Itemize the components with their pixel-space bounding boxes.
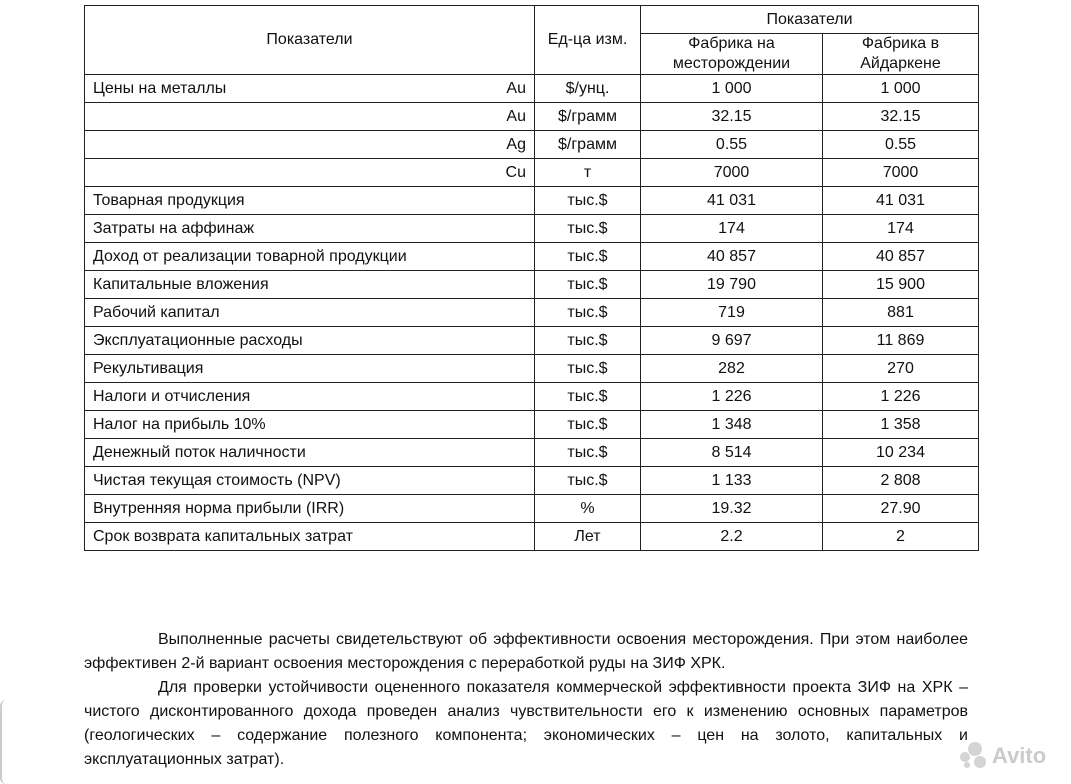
row-value-aidarken-plant: 270 (823, 355, 979, 383)
row-value-aidarken-plant: 174 (823, 215, 979, 243)
row-label-cell (85, 411, 535, 439)
header-col-aidarken-plant: Фабрика в Айдаркене (823, 34, 979, 75)
row-unit: тыс.$ (535, 439, 641, 467)
paragraph: Для проверки устойчивости оцененного показателя коммерческой эффективности проекта ЗИФ на ХРК – чистого дисконтированного дохода проведен анализ чувствительности его к изменению основных параметров (геологических – содержание полезного компонента; экономических – цен на золото, капитальных и эксплуатационных затрат). (84, 679, 968, 768)
table-row (85, 243, 979, 271)
row-label: Денежный поток наличности (93, 443, 306, 461)
row-value-aidarken-plant: 2 (823, 523, 979, 551)
row-value-field-plant: 19 790 (641, 271, 823, 299)
row-value-aidarken-plant: 0.55 (823, 131, 979, 159)
row-label: Капитальные вложения (93, 275, 269, 293)
header-group: Показатели (641, 6, 979, 34)
row-value-field-plant: 0.55 (641, 131, 823, 159)
row-unit: тыс.$ (535, 215, 641, 243)
avito-watermark (960, 738, 1060, 774)
row-label: Внутренняя норма прибыли (IRR) (93, 499, 345, 517)
indicators-table (84, 5, 979, 551)
table-row (85, 187, 979, 215)
row-unit: тыс.$ (535, 243, 641, 271)
row-unit: тыс.$ (535, 411, 641, 439)
table-row (85, 159, 979, 187)
row-unit: $/грамм (535, 103, 641, 131)
row-unit: $/грамм (535, 131, 641, 159)
row-label: Чистая текущая стоимость (NPV) (93, 471, 341, 489)
row-unit: тыс.$ (535, 299, 641, 327)
header-col-field-plant: Фабрика на месторождении (641, 34, 823, 75)
avito-logo-icon (960, 742, 988, 770)
row-label-cell (85, 467, 535, 495)
row-label: Цены на металлы (93, 79, 227, 97)
table-row (85, 327, 979, 355)
page-edge-mark (0, 700, 10, 784)
row-element-symbol: Ag (506, 135, 526, 153)
table-row (85, 467, 979, 495)
row-value-field-plant: 1 348 (641, 411, 823, 439)
row-value-aidarken-plant: 10 234 (823, 439, 979, 467)
row-value-field-plant: 1 000 (641, 75, 823, 103)
header-indicators: Показатели (85, 6, 535, 75)
row-element-symbol: Cu (505, 163, 526, 181)
row-label-cell (85, 103, 535, 131)
row-label-cell (85, 131, 535, 159)
row-unit: % (535, 495, 641, 523)
row-unit: тыс.$ (535, 271, 641, 299)
row-label-cell (85, 75, 535, 103)
row-value-field-plant: 32.15 (641, 103, 823, 131)
body-text (84, 628, 968, 772)
row-value-field-plant: 282 (641, 355, 823, 383)
row-label: Срок возврата капитальных затрат (93, 527, 353, 545)
row-value-aidarken-plant: 40 857 (823, 243, 979, 271)
row-label: Налог на прибыль 10% (93, 415, 266, 433)
table-row (85, 439, 979, 467)
row-label: Товарная продукция (93, 191, 245, 209)
row-unit: Лет (535, 523, 641, 551)
row-label: Эксплуатационные расходы (93, 331, 303, 349)
row-element-symbol: Au (506, 79, 526, 97)
avito-watermark-text: Avito (992, 743, 1047, 768)
row-label-cell (85, 523, 535, 551)
row-value-aidarken-plant: 1 000 (823, 75, 979, 103)
row-value-aidarken-plant: 15 900 (823, 271, 979, 299)
row-label-cell (85, 271, 535, 299)
row-value-field-plant: 41 031 (641, 187, 823, 215)
row-unit: тыс.$ (535, 355, 641, 383)
row-label-cell (85, 215, 535, 243)
row-label-cell (85, 159, 535, 187)
row-value-field-plant: 19.32 (641, 495, 823, 523)
row-value-field-plant: 174 (641, 215, 823, 243)
row-unit: т (535, 159, 641, 187)
table-row (85, 355, 979, 383)
row-label-cell (85, 439, 535, 467)
table-header-row (85, 6, 979, 34)
row-value-aidarken-plant: 1 226 (823, 383, 979, 411)
row-value-aidarken-plant: 1 358 (823, 411, 979, 439)
row-unit: тыс.$ (535, 467, 641, 495)
row-value-aidarken-plant: 2 808 (823, 467, 979, 495)
row-value-field-plant: 9 697 (641, 327, 823, 355)
row-label-cell (85, 243, 535, 271)
row-element-symbol: Au (506, 107, 526, 125)
row-unit: $/унц. (535, 75, 641, 103)
row-label: Налоги и отчисления (93, 387, 251, 405)
row-value-field-plant: 40 857 (641, 243, 823, 271)
table-row (85, 131, 979, 159)
table-row (85, 299, 979, 327)
row-value-field-plant: 8 514 (641, 439, 823, 467)
row-label-cell (85, 327, 535, 355)
row-value-field-plant: 719 (641, 299, 823, 327)
row-label-cell (85, 355, 535, 383)
row-label-cell (85, 383, 535, 411)
row-value-aidarken-plant: 881 (823, 299, 979, 327)
table-row (85, 383, 979, 411)
row-label: Рабочий капитал (93, 303, 220, 321)
table-body (85, 75, 979, 551)
row-value-field-plant: 2.2 (641, 523, 823, 551)
row-label-cell (85, 299, 535, 327)
row-value-field-plant: 7000 (641, 159, 823, 187)
header-unit: Ед-ца изм. (535, 6, 641, 75)
table-row (85, 75, 979, 103)
row-value-aidarken-plant: 41 031 (823, 187, 979, 215)
row-value-aidarken-plant: 7000 (823, 159, 979, 187)
row-label: Рекультивация (93, 359, 204, 377)
table-row (85, 495, 979, 523)
row-value-aidarken-plant: 27.90 (823, 495, 979, 523)
row-unit: тыс.$ (535, 327, 641, 355)
table-row (85, 215, 979, 243)
row-value-field-plant: 1 226 (641, 383, 823, 411)
row-label: Доход от реализации товарной продукции (93, 247, 407, 265)
row-unit: тыс.$ (535, 383, 641, 411)
table-row (85, 523, 979, 551)
row-label-cell (85, 187, 535, 215)
row-value-field-plant: 1 133 (641, 467, 823, 495)
row-value-aidarken-plant: 32.15 (823, 103, 979, 131)
row-label-cell (85, 495, 535, 523)
row-unit: тыс.$ (535, 187, 641, 215)
table-row (85, 411, 979, 439)
table-row (85, 103, 979, 131)
table-row (85, 271, 979, 299)
paragraph: Выполненные расчеты свидетельствуют об эффективности освоения месторождения. При этом наиболее эффективен 2-й вариант освоения месторождения с переработкой руды на ЗИФ ХРК. (84, 631, 968, 672)
row-value-aidarken-plant: 11 869 (823, 327, 979, 355)
row-label: Затраты на аффинаж (93, 219, 255, 237)
